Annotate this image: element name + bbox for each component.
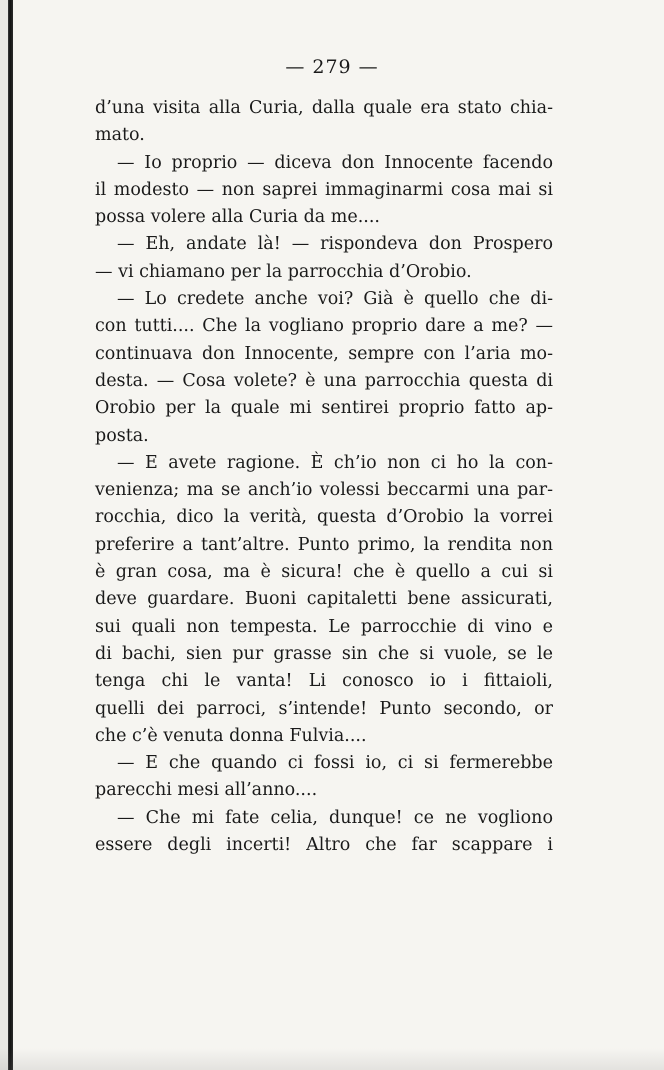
text-line: sui quali non tempesta. Le parrocchie di vino e [95,616,553,637]
body-text [95,95,553,859]
text-line: deve guardare. Buoni capitaletti bene assicurati, [95,589,553,610]
text-line: è gran cosa, ma è sicura! che è quello a cui si [95,562,553,583]
text-line: d’una visita alla Curia, dalla quale era stato chia- [95,98,553,118]
text-line: parecchi mesi all’anno.... [95,780,318,801]
page-number: — 279 — [285,56,379,78]
text-line: — vi chiamano per la parrocchia d’Orobio. [95,261,472,282]
text-line: — Lo credete anche voi? Già è quello che di- [117,289,553,310]
text-line: quelli dei parroci, s’intende! Punto secondo, or [95,698,553,719]
text-line: preferire a tant’altre. Punto primo, la rendita non [95,534,553,555]
text-line: Orobio per la quale mi sentirei proprio fatto ap- [95,398,553,419]
text-line: — E che quando ci fossi io, ci si fermerebbe [117,753,553,774]
text-line: possa volere alla Curia da me.... [95,207,380,228]
text-line: — E avete ragione. È ch’io non ci ho la con- [117,452,553,473]
text-line: il modesto — non saprei immaginarmi cosa mai si [95,179,553,200]
text-line: rocchia, dico la verità, questa d’Orobio la vorrei [95,507,553,528]
text-line: posta. [95,425,149,446]
page-bottom-edge [0,1048,664,1070]
text-line: venienza; ma se anch’io volessi beccarmi una par- [95,480,553,501]
text-line: con tutti.... Che la vogliano proprio dare a me? — [95,316,553,337]
text-line: desta. — Cosa volete? è una parrocchia questa di [95,370,553,391]
page-gutter-shadow [0,0,8,1070]
text-line: che c’è venuta donna Fulvia.... [95,725,367,746]
text-line: essere degli incerti! Altro che far scappare i [95,835,553,856]
text-line: — Io proprio — diceva don Innocente facendo [117,152,553,173]
text-line: continuava don Innocente, sempre con l’aria mo- [95,343,553,364]
text-line: tenga chi le vanta! Li conosco io i fittaioli, [95,671,553,692]
text-line: di bachi, sien pur grasse sin che si vuole, se le [95,643,553,664]
text-line: — Che mi fate celia, dunque! ce ne vogliono [117,807,553,828]
text-line: — Eh, andate là! — rispondeva don Prospero [117,234,553,255]
text-line: mato. [95,125,145,146]
book-binding-edge [8,0,13,1070]
